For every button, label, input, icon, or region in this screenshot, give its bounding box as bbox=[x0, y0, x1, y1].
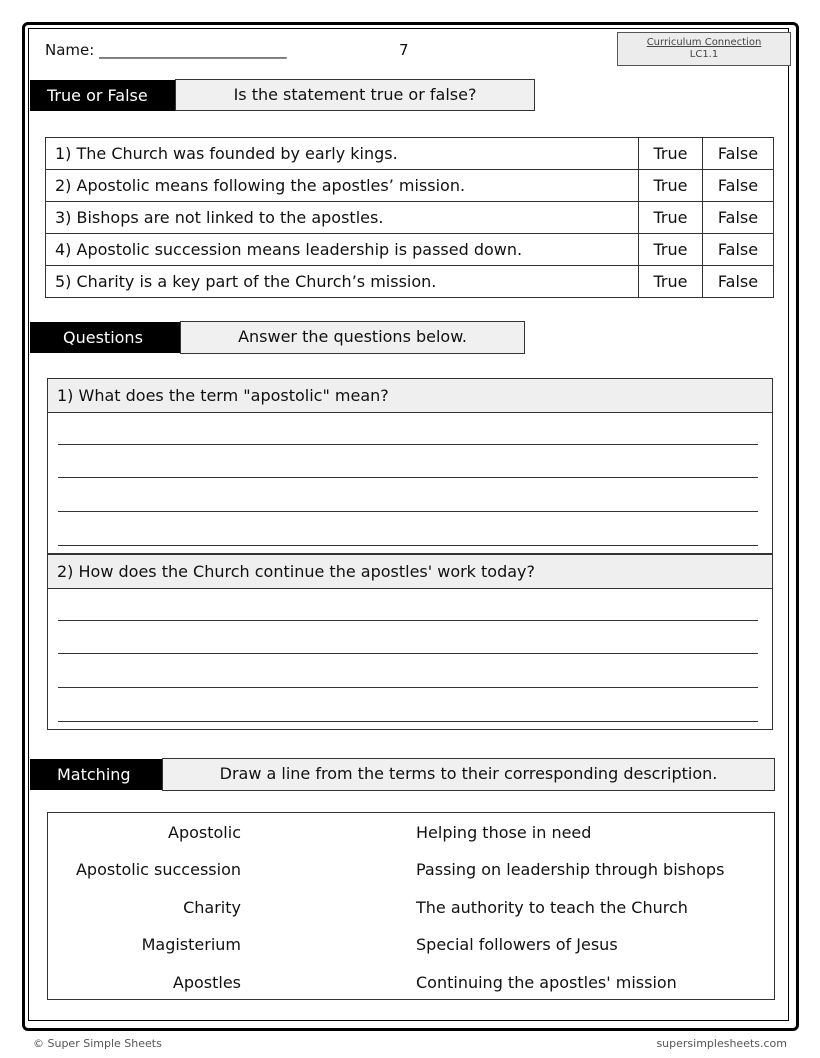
true-option[interactable]: True bbox=[639, 266, 703, 298]
answer-line[interactable] bbox=[58, 477, 758, 478]
statement-text: 1) The Church was founded by early kings. bbox=[46, 138, 639, 170]
questions-title: Questions bbox=[30, 322, 180, 353]
false-option[interactable]: False bbox=[703, 138, 774, 170]
true-option[interactable]: True bbox=[639, 202, 703, 234]
matching-instruction: Draw a line from the terms to their corresponding description. bbox=[162, 758, 775, 791]
matching-description[interactable]: Continuing the apostles' mission bbox=[416, 973, 677, 992]
matching-term[interactable]: Apostolic bbox=[168, 823, 241, 842]
footer-website[interactable]: supersimplesheets.com bbox=[656, 1037, 787, 1050]
question-prompt: 1) What does the term "apostolic" mean? bbox=[48, 379, 772, 413]
answer-line[interactable] bbox=[58, 545, 758, 546]
answer-line[interactable] bbox=[58, 511, 758, 512]
matching-title: Matching bbox=[30, 759, 162, 790]
answer-line[interactable] bbox=[58, 653, 758, 654]
matching-box bbox=[47, 812, 775, 1000]
question-box-1 bbox=[47, 378, 773, 554]
statement-text: 2) Apostolic means following the apostles’ mission. bbox=[46, 170, 639, 202]
matching-description[interactable]: Helping those in need bbox=[416, 823, 592, 842]
curriculum-connection-box bbox=[617, 32, 791, 66]
false-option[interactable]: False bbox=[703, 266, 774, 298]
true-option[interactable]: True bbox=[639, 170, 703, 202]
answer-line[interactable] bbox=[58, 444, 758, 445]
statement-text: 4) Apostolic succession means leadership is passed down. bbox=[46, 234, 639, 266]
statement-text: 3) Bishops are not linked to the apostles. bbox=[46, 202, 639, 234]
true-false-instruction: Is the statement true or false? bbox=[175, 79, 535, 111]
matching-description[interactable]: The authority to teach the Church bbox=[416, 898, 688, 917]
curriculum-code: LC1.1 bbox=[689, 49, 719, 60]
name-field[interactable]: Name: _________________________ bbox=[45, 41, 287, 59]
table-row bbox=[46, 266, 774, 298]
false-option[interactable]: False bbox=[703, 170, 774, 202]
false-option[interactable]: False bbox=[703, 202, 774, 234]
true-false-title: True or False bbox=[30, 80, 175, 111]
question-box-2 bbox=[47, 554, 773, 730]
true-option[interactable]: True bbox=[639, 234, 703, 266]
matching-term[interactable]: Charity bbox=[183, 898, 241, 917]
answer-line[interactable] bbox=[58, 721, 758, 722]
question-prompt: 2) How does the Church continue the apostles' work today? bbox=[48, 555, 772, 589]
false-option[interactable]: False bbox=[703, 234, 774, 266]
table-row bbox=[46, 234, 774, 266]
answer-line[interactable] bbox=[58, 687, 758, 688]
answer-line[interactable] bbox=[58, 620, 758, 621]
statement-text: 5) Charity is a key part of the Church’s mission. bbox=[46, 266, 639, 298]
matching-term[interactable]: Magisterium bbox=[141, 935, 241, 954]
matching-description[interactable]: Passing on leadership through bishops bbox=[416, 860, 725, 879]
matching-term[interactable]: Apostolic succession bbox=[75, 860, 241, 879]
table-row bbox=[46, 138, 774, 170]
true-false-table bbox=[45, 137, 774, 298]
page-number: 7 bbox=[399, 41, 409, 59]
true-option[interactable]: True bbox=[639, 138, 703, 170]
table-row bbox=[46, 202, 774, 234]
matching-description[interactable]: Special followers of Jesus bbox=[416, 935, 618, 954]
questions-instruction: Answer the questions below. bbox=[180, 321, 525, 354]
table-row bbox=[46, 170, 774, 202]
curriculum-title: Curriculum Connection bbox=[646, 37, 762, 48]
matching-term[interactable]: Apostles bbox=[172, 973, 241, 992]
footer-copyright: © Super Simple Sheets bbox=[33, 1037, 162, 1050]
